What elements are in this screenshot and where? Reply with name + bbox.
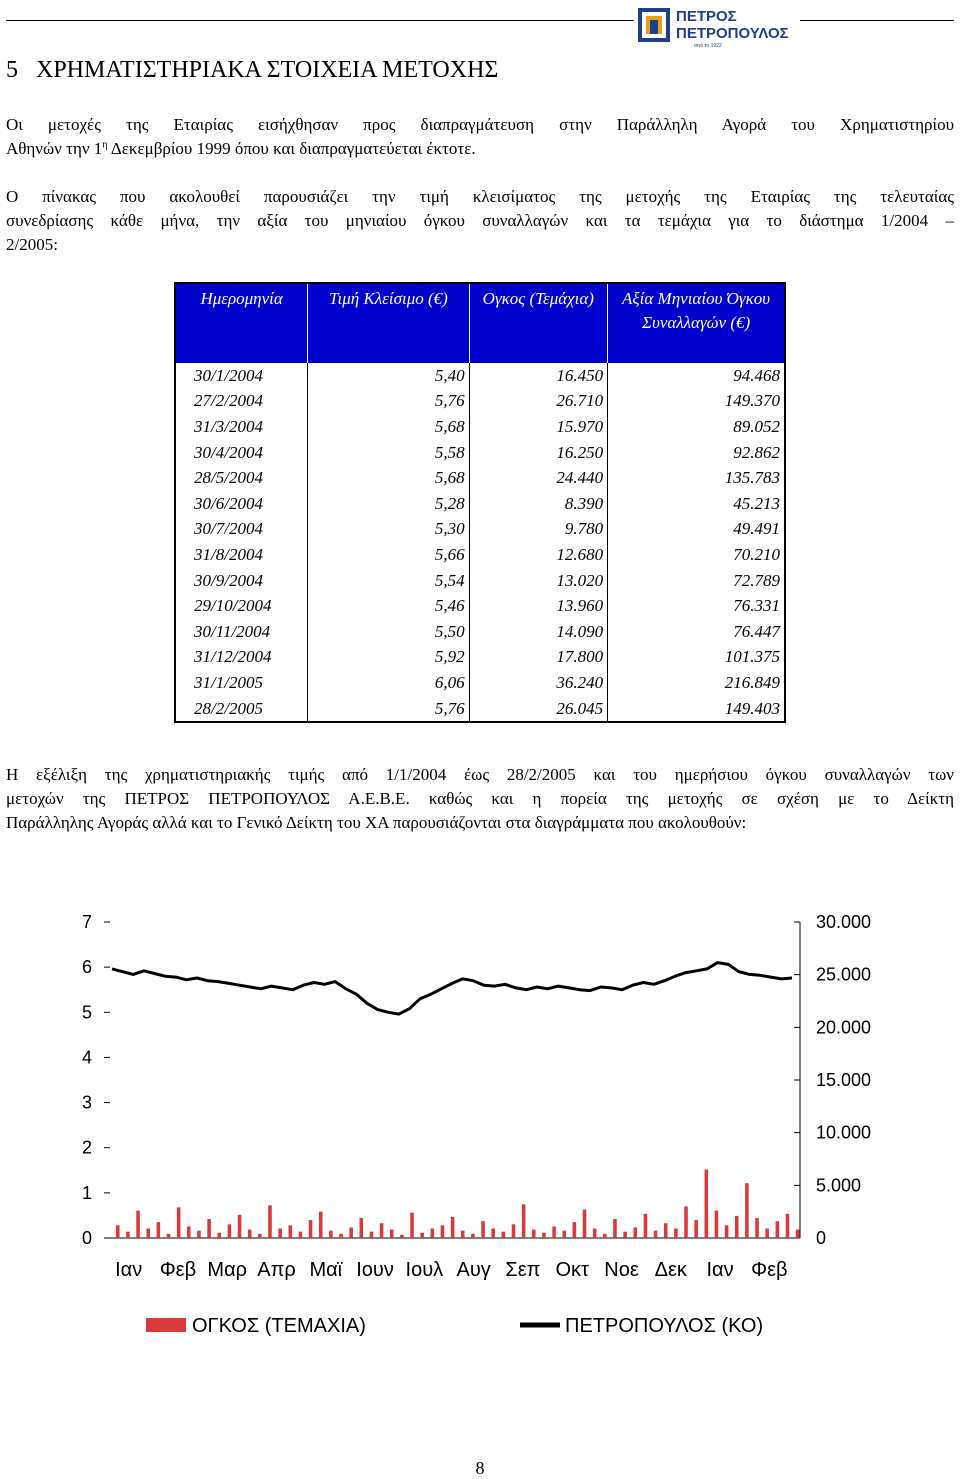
header-date: Ημερομηνία (175, 283, 308, 363)
volume-bar (238, 1215, 242, 1238)
cell-close-price: 5,50 (308, 619, 469, 645)
cell-value: 94.468 (733, 365, 780, 385)
volume-bar (684, 1206, 688, 1238)
x-axis-label: Ιουλ (405, 1259, 444, 1281)
volume-bar (502, 1232, 506, 1238)
cell-value: 216.849 (724, 672, 780, 692)
cell-date: 28/5/2004 (175, 465, 308, 491)
cell-volume: 26.710 (469, 389, 608, 415)
volume-bar (431, 1229, 435, 1238)
cell-value: 92.862 (733, 442, 780, 462)
volume-bar (309, 1220, 313, 1238)
x-axis-label: Μαϊ (309, 1259, 343, 1281)
table-intro-line-1: Ο πίνακας που ακολουθεί παρουσιάζει την τιμή κλεισίματος της μετοχής της Εταιρίας της τελευταίας (6, 187, 954, 206)
cell-volume: 36.240 (469, 670, 608, 696)
volume-bar (319, 1212, 323, 1238)
table-row (175, 517, 785, 543)
volume-bar (339, 1234, 343, 1238)
cell-close-price: 5,46 (308, 593, 469, 619)
x-axis-label: Δεκ (654, 1259, 687, 1281)
volume-bar (705, 1170, 709, 1238)
x-axis-label: Ιαν (706, 1259, 734, 1281)
cell-close-price: 5,76 (308, 389, 469, 415)
cell-value: 45.213 (733, 493, 780, 513)
volume-bar (278, 1229, 282, 1238)
volume-bar (755, 1218, 759, 1238)
volume-bar (583, 1210, 587, 1238)
left-axis-label: 1 (81, 1182, 92, 1203)
volume-bar (491, 1229, 495, 1238)
cell-volume: 13.960 (469, 593, 608, 619)
volume-bar (623, 1232, 627, 1238)
volume-bar (796, 1230, 800, 1238)
volume-bar (248, 1230, 252, 1238)
volume-bar (217, 1233, 221, 1238)
volume-bar (522, 1204, 526, 1238)
cell-close-price: 5,40 (308, 363, 469, 389)
volume-bar (644, 1214, 648, 1238)
cell-date: 31/8/2004 (175, 542, 308, 568)
cell-value: 149.370 (724, 391, 780, 411)
right-axis-label: 20.000 (816, 1017, 872, 1038)
volume-bar (654, 1231, 658, 1238)
cell-value: 76.331 (733, 596, 780, 616)
cell-date: 29/10/2004 (175, 593, 308, 619)
table-intro-paragraph (6, 185, 954, 257)
cell-close-price: 6,06 (308, 670, 469, 696)
table-row (175, 593, 785, 619)
volume-bar (187, 1226, 191, 1238)
price-volume-chart (0, 890, 960, 1370)
volume-bar (745, 1183, 749, 1238)
volume-bar (197, 1231, 201, 1238)
section-title: ΧΡΗΜΑΤΙΣΤΗΡΙΑΚΑ ΣΤΟΙΧΕΙΑ ΜΕΤΟΧΗΣ (36, 57, 499, 83)
x-axis-label: Φεβ (159, 1259, 197, 1281)
intro-line-1: Οι μετοχές της Εταιρίας εισήχθησαν προς διαπραγμάτευση στην Παράλληλη Αγορά του Χρηματιστηρίου (6, 115, 954, 134)
cell-close-price: 5,68 (308, 414, 469, 440)
volume-bar (289, 1225, 293, 1238)
left-axis-label: 2 (81, 1137, 92, 1158)
table-row (175, 465, 785, 491)
cell-date: 28/2/2005 (175, 696, 308, 723)
cell-date: 31/1/2005 (175, 670, 308, 696)
volume-bar (715, 1211, 719, 1238)
cell-volume: 14.090 (469, 619, 608, 645)
left-axis-label: 4 (81, 1047, 92, 1068)
cell-close-price: 5,68 (308, 465, 469, 491)
volume-bar (451, 1217, 455, 1238)
volume-bar (146, 1229, 150, 1238)
volume-bar (461, 1231, 465, 1238)
right-axis-label: 30.000 (816, 912, 872, 932)
volume-bar (410, 1213, 414, 1238)
cell-value: 72.789 (733, 570, 780, 590)
volume-bar (329, 1231, 333, 1238)
left-axis-label: 5 (81, 1002, 92, 1023)
volume-bar (694, 1220, 698, 1238)
legend-volume-swatch (146, 1318, 186, 1332)
cell-volume: 12.680 (469, 542, 608, 568)
volume-bar (512, 1224, 516, 1238)
volume-bar (562, 1231, 566, 1238)
section-heading (6, 57, 498, 84)
chart-intro-line-1: Η εξέλιξη της χρηματιστηριακής τιμής από 1/1/2004 έως 28/2/2005 και του ημερήσιου όγκου συναλλαγών των (6, 765, 954, 784)
intro-line-2b: Δεκεμβρίου 1999 όπου και διαπραγματεύεται έκτοτε. (107, 139, 476, 158)
intro-sup: η (102, 139, 108, 151)
volume-bar (167, 1234, 171, 1238)
table-row (175, 389, 785, 415)
table-row (175, 619, 785, 645)
header-volume: Ογκος (Τεμάχια) (469, 283, 608, 363)
volume-bar (136, 1211, 140, 1238)
logo-graphic (636, 4, 798, 48)
volume-bar (207, 1219, 211, 1238)
volume-bar (299, 1232, 303, 1238)
cell-date: 30/9/2004 (175, 568, 308, 594)
table-row (175, 363, 785, 389)
table-row (175, 440, 785, 466)
x-axis-label: Απρ (257, 1259, 296, 1281)
table-header-row (175, 283, 785, 363)
header-rule-right (800, 20, 954, 21)
volume-bar (441, 1225, 445, 1238)
volume-bar (664, 1223, 668, 1238)
volume-bar (349, 1227, 353, 1238)
cell-value: 49.491 (733, 519, 780, 539)
intro-paragraph (6, 113, 954, 161)
cell-value: 149.403 (724, 698, 780, 718)
volume-bar (258, 1234, 262, 1238)
right-axis-label: 0 (816, 1228, 827, 1248)
table-row (175, 414, 785, 440)
volume-bar (157, 1222, 161, 1238)
header-rule-left (6, 20, 634, 21)
right-axis-label: 15.000 (816, 1070, 872, 1090)
intro-line-2a: Αθηνών την 1 (6, 139, 103, 158)
volume-bar (725, 1225, 729, 1238)
cell-close-price: 5,28 (308, 491, 469, 517)
company-logo (636, 4, 798, 48)
volume-bar (380, 1223, 384, 1238)
cell-value: 70.210 (733, 544, 780, 564)
cell-date: 30/11/2004 (175, 619, 308, 645)
volume-bar (786, 1214, 790, 1238)
logo-line-2: ΠΕΤΡΟΠΟΥΛΟΣ (676, 25, 789, 42)
legend-price-label: ΠΕΤΡΟΠΟΥΛΟΣ (ΚΟ) (565, 1315, 764, 1337)
volume-bar (177, 1207, 181, 1238)
volume-bar (603, 1234, 607, 1238)
cell-close-price: 5,92 (308, 645, 469, 671)
section-number: 5 (6, 57, 18, 83)
volume-bar (390, 1230, 394, 1238)
chart-intro-line-3: Παράλληλης Αγοράς αλλά και το Γενικό Δείκτη του ΧΑ παρουσιάζονται στα διαγράμματα που ακολουθούν: (6, 813, 747, 832)
x-axis-label: Ιαν (115, 1259, 143, 1281)
cell-volume: 26.045 (469, 696, 608, 723)
cell-date: 30/1/2004 (175, 363, 308, 389)
left-axis-label: 3 (81, 1092, 92, 1113)
table-row (175, 568, 785, 594)
chart-intro-line-2: μετοχών της ΠΕΤΡΟΣ ΠΕΤΡΟΠΟΥΛΟΣ Α.Ε.Β.Ε. καθώς και η πορεία της μετοχής σε σχέση με το Δείκτη (6, 789, 954, 808)
table-row (175, 542, 785, 568)
volume-bar (481, 1221, 485, 1238)
volume-bar (674, 1229, 678, 1238)
cell-date: 30/6/2004 (175, 491, 308, 517)
right-axis-label: 5.000 (816, 1175, 862, 1196)
cell-date: 27/2/2004 (175, 389, 308, 415)
x-axis-label: Οκτ (555, 1259, 589, 1281)
volume-bar (634, 1227, 638, 1238)
volume-bar (765, 1229, 769, 1238)
volume-bar (573, 1222, 577, 1238)
cell-close-price: 5,76 (308, 696, 469, 723)
x-axis-label: Φεβ (751, 1259, 788, 1281)
x-axis-label: Αυγ (456, 1259, 491, 1281)
table-row (175, 491, 785, 517)
cell-value: 89.052 (733, 416, 780, 436)
intro-line-2 (6, 137, 954, 161)
volume-bar (126, 1232, 130, 1238)
right-axis-label: 10.000 (816, 1122, 872, 1143)
table-row (175, 645, 785, 671)
cell-date: 30/4/2004 (175, 440, 308, 466)
cell-volume: 17.800 (469, 645, 608, 671)
right-axis-label: 25.000 (816, 964, 872, 985)
cell-volume: 8.390 (469, 491, 608, 517)
volume-bar (116, 1225, 120, 1238)
cell-volume: 15.970 (469, 414, 608, 440)
cell-date: 31/12/2004 (175, 645, 308, 671)
left-axis-label: 0 (81, 1228, 92, 1248)
volume-bar (471, 1234, 475, 1238)
header-close-price: Τιμή Κλείσιμο (€) (308, 283, 469, 363)
volume-bar (776, 1221, 780, 1238)
table-intro-line-2: συνεδρίασης κάθε μήνα, την αξία του μηνιαίου όγκου συναλλαγών και τα τεμάχια για το διάστημα 1/2004 – (6, 211, 954, 230)
cell-volume: 16.450 (469, 363, 608, 389)
cell-volume: 13.020 (469, 568, 608, 594)
share-data-table (174, 282, 786, 723)
page-number: 8 (475, 1458, 485, 1478)
volume-bar (613, 1219, 617, 1238)
table-row (175, 670, 785, 696)
volume-bar (552, 1226, 556, 1238)
volume-bar (268, 1205, 272, 1238)
left-axis-label: 7 (81, 912, 92, 932)
logo-line-1: ΠΕΤΡΟΣ (676, 8, 737, 25)
chart-intro-paragraph (6, 763, 954, 835)
cell-volume: 9.780 (469, 517, 608, 543)
volume-bar (532, 1230, 536, 1238)
volume-bar (228, 1224, 232, 1238)
left-axis-label: 6 (81, 957, 92, 978)
cell-date: 30/7/2004 (175, 517, 308, 543)
cell-volume: 24.440 (469, 465, 608, 491)
cell-value: 101.375 (724, 647, 780, 667)
volume-bar (370, 1232, 374, 1238)
x-axis-label: Σεπ (505, 1259, 541, 1281)
logo-tagline: από το 1922 (694, 43, 722, 48)
cell-close-price: 5,30 (308, 517, 469, 543)
cell-close-price: 5,54 (308, 568, 469, 594)
volume-bar (593, 1229, 597, 1238)
volume-bar (735, 1216, 739, 1238)
x-axis-label: Μαρ (207, 1259, 248, 1281)
x-axis-label: Νοε (604, 1259, 639, 1281)
x-axis-label: Ιουν (356, 1259, 394, 1281)
cell-value: 76.447 (733, 621, 780, 641)
volume-bar (420, 1233, 424, 1238)
price-line (112, 963, 792, 1015)
cell-close-price: 5,58 (308, 440, 469, 466)
volume-bar (400, 1235, 404, 1238)
volume-bar (360, 1218, 364, 1238)
table-intro-line-3: 2/2005: (6, 235, 58, 254)
cell-close-price: 5,66 (308, 542, 469, 568)
cell-value: 135.783 (724, 468, 780, 488)
volume-bar (542, 1233, 546, 1238)
table-row (175, 696, 785, 723)
legend-volume-label: ΟΓΚΟΣ (ΤΕΜΑΧΙΑ) (192, 1315, 366, 1337)
header-value: Αξία Μηνιαίου Όγκου Συναλλαγών (€) (608, 283, 785, 363)
cell-date: 31/3/2004 (175, 414, 308, 440)
cell-volume: 16.250 (469, 440, 608, 466)
